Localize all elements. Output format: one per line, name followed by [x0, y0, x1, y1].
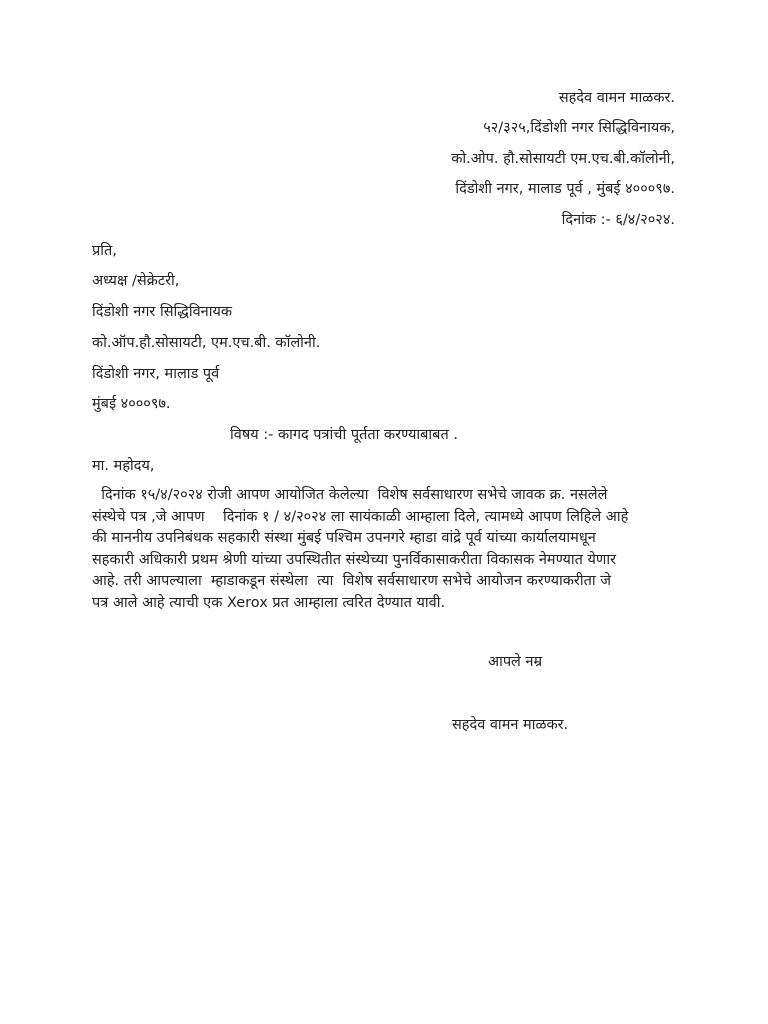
recipient-line-4: मुंबई ४०००९७.	[92, 396, 171, 412]
recipient-title: अध्यक्ष /सेक्रेटरी,	[92, 273, 180, 289]
letter-date: दिनांक :- ६/४/२०२४.	[561, 212, 675, 228]
sender-name: सहदेव वामन माळकर.	[558, 90, 675, 106]
letter-body	[92, 485, 682, 614]
letter-signature: सहदेव वामन माळकर.	[452, 717, 569, 733]
sender-address-line-3: दिंडोशी नगर, मालाड पूर्व , मुंबई ४०००९७.	[455, 181, 675, 197]
body-line: संस्थेचे पत्र ,जे आपण दिनांक १ / ४/२०२४ ला सायंकाळी आम्हाला दिले, त्यामध्ये आपण लिहिले आहे	[92, 508, 629, 525]
body-line: पत्र आले आहे त्याची एक Xerox प्रत आम्हाला त्वरित देण्यात यावी.	[92, 594, 446, 611]
recipient-line-2: को.ऑप.हौ.सोसायटी, एम.एच.बी. कॉलोनी.	[92, 335, 321, 351]
sender-address-line-2: को.ओप. हौ.सोसायटी एम.एच.बी.कॉलोनी,	[451, 151, 675, 167]
recipient-to: प्रति,	[92, 243, 117, 259]
body-line: आहे. तरी आपल्याला म्हाडाकडून संस्थेला त्या विशेष सर्वसाधारण सभेचे आयोजन करण्याकरीता जे	[92, 573, 611, 589]
body-line: दिनांक १५/४/२०२४ रोजी आपण आयोजित केलेल्या विशेष सर्वसाधारण सभेचे जावक क्र. नसलेले	[92, 487, 608, 503]
body-line: सहकारी अधिकारी प्रथम श्रेणी यांच्या उपस्थितीत संस्थेच्या पुनर्विकासाकरीता विकासक नेमण्यात येणार	[92, 551, 617, 568]
recipient-line-1: दिंडोशी नगर सिद्धिविनायक	[92, 304, 233, 320]
letter-salutation: मा. महोदय,	[92, 458, 155, 474]
letter-closing: आपले नम्र	[488, 654, 543, 670]
recipient-line-3: दिंडोशी नगर, मालाड पूर्व	[92, 366, 220, 382]
letter-subject: विषय :- कागद पत्रांची पूर्तता करण्याबाबत .	[230, 427, 458, 443]
sender-address-line-1: ५२/३२५,दिंडोशी नगर सिद्धिविनायक,	[483, 120, 675, 136]
body-line: की माननीय उपनिबंधक सहकारी संस्था मुंबई पश्चिम उपनगरे म्हाडा वांद्रे पूर्व यांच्या कार्यालयामधून	[92, 530, 596, 546]
